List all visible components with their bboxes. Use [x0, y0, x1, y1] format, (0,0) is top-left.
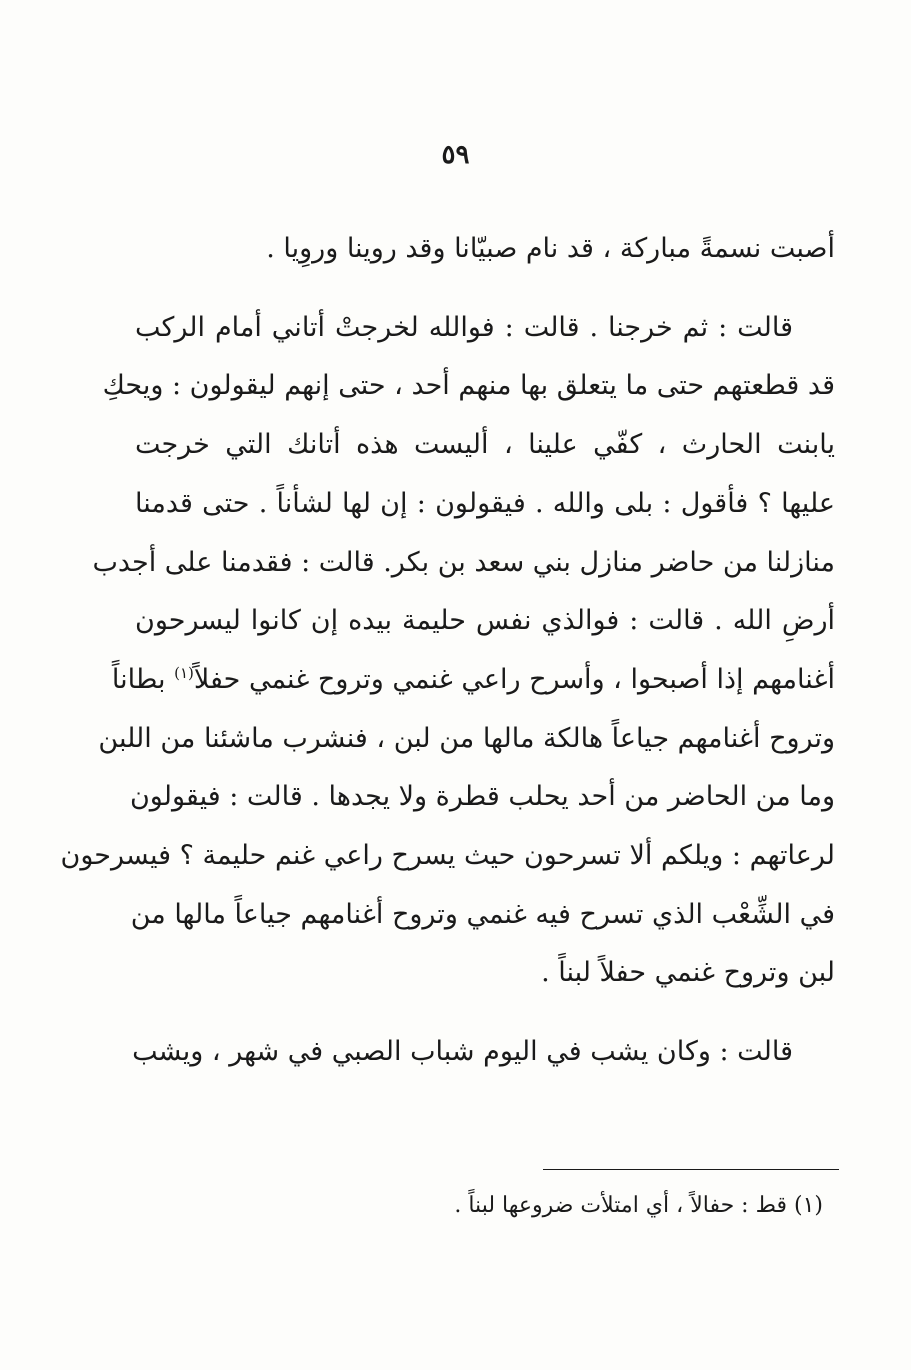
- text-line: عليها ؟ فأقول : بلى والله . فيقولون : إن لها لشأناً . حتى قدمنا: [135, 487, 835, 519]
- text-line: وما من الحاضر من أحد يحلب قطرة ولا يجدها . قالت : فيقولون: [129, 781, 835, 813]
- text-line: يابنت الحارث ، كفّي علينا ، أليست هذه أتانك التي خرجت: [135, 429, 835, 461]
- paragraph-gap: [135, 279, 835, 299]
- text-line: لبن وتروح غنمي حفلاً لبناً .: [541, 957, 835, 989]
- text-segment: بطاناً: [111, 663, 175, 695]
- footnote-marker[interactable]: (١): [174, 663, 194, 682]
- text-line: وتروح أغنامهم جياعاً هالكة مالها من لبن ، فنشرب ماشئنا من اللبن: [98, 722, 835, 754]
- footnote: (١) قط : حفالاً ، أي امتلأت ضروعها لبناً .: [454, 1193, 823, 1218]
- page-number: ٥٩: [441, 140, 470, 170]
- text-line: قالت : وكان يشب في اليوم شباب الصبي في شهر ، ويشب: [132, 1036, 793, 1068]
- text-line: قد قطعتهم حتى ما يتعلق بها منهم أحد ، حتى إنهم ليقولون : ويحكِ: [102, 370, 835, 402]
- text-line: قالت : ثم خرجنا . قالت : فوالله لخرجتْ أتاني أمام الركب: [135, 311, 793, 343]
- text-line-with-footnote: [111, 651, 835, 710]
- text-line: في الشِّعْب الذي تسرح فيه غنمي وتروح أغنامهم جياعاً مالها من: [130, 898, 835, 930]
- text-line: منازلنا من حاضر منازل بني سعد بن بكر. قالت : فقدمنا على أجدب: [92, 546, 835, 578]
- paragraph-gap: [135, 1003, 835, 1023]
- text-line: أصبت نسمةً مباركة ، قد نام صبيّانا وقد روينا وروِيا .: [266, 233, 835, 264]
- text-line: أرضِ الله . قالت : فوالذي نفس حليمة بيده إن كانوا ليسرحون: [135, 605, 835, 637]
- footnote-divider: [543, 1169, 839, 1170]
- text-line: لرعاتهم : ويلكم ألا تسرحون حيث يسرح راعي غنم حليمة ؟ فيسرحون: [60, 840, 835, 872]
- main-text: [60, 220, 835, 1082]
- text-segment: أغنامهم إذا أصبحوا ، وأسرح راعي غنمي وتروح غنمي حفلاً: [193, 663, 835, 695]
